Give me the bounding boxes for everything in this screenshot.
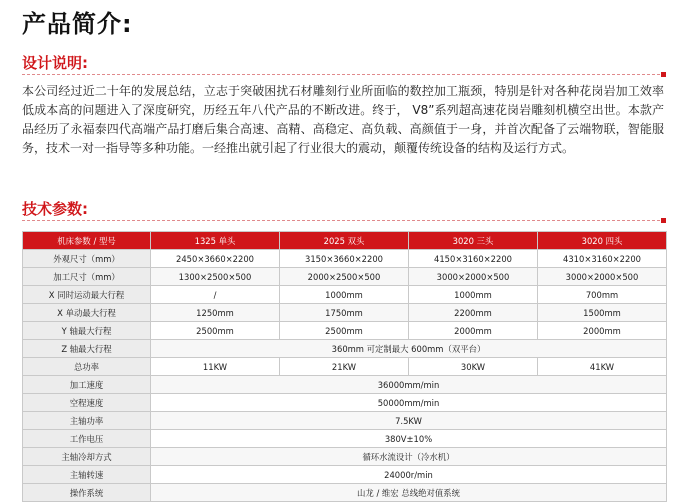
table-cell: 2200mm: [409, 304, 538, 322]
table-cell-merged: 360mm 可定制最大 600mm（双平台）: [151, 340, 667, 358]
table-cell-merged: 山龙 / 维宏 总线绝对值系统: [151, 484, 667, 502]
row-label: 工作电压: [23, 430, 151, 448]
row-label: 加工速度: [23, 376, 151, 394]
table-row: [23, 250, 667, 268]
table-cell: 1000mm: [409, 286, 538, 304]
header-cell-model-3020-4: 3020 四头: [538, 232, 667, 250]
table-cell: 700mm: [538, 286, 667, 304]
table-row: [23, 448, 667, 466]
row-label: 主轴功率: [23, 412, 151, 430]
spec-table-header-row: [23, 232, 667, 250]
row-label: Y 轴最大行程: [23, 322, 151, 340]
row-label: 空程速度: [23, 394, 151, 412]
table-cell: 2000mm: [538, 322, 667, 340]
table-row: [23, 286, 667, 304]
table-cell-merged: 24000r/min: [151, 466, 667, 484]
table-row: [23, 394, 667, 412]
table-cell-merged: 循环水流设计（冷水机）: [151, 448, 667, 466]
table-cell: 1750mm: [280, 304, 409, 322]
table-cell: /: [151, 286, 280, 304]
header-cell-param: 机床参数 / 型号: [23, 232, 151, 250]
table-cell: 2000mm: [409, 322, 538, 340]
table-cell: 3150×3660×2200: [280, 250, 409, 268]
tech-heading: 技术参数:: [22, 200, 88, 218]
row-label: 加工尺寸（mm）: [23, 268, 151, 286]
table-cell: 11KW: [151, 358, 280, 376]
table-row: [23, 358, 667, 376]
table-row: [23, 484, 667, 502]
table-row: [23, 268, 667, 286]
row-label: X 单动最大行程: [23, 304, 151, 322]
table-row: [23, 340, 667, 358]
table-row: [23, 412, 667, 430]
table-cell: 1250mm: [151, 304, 280, 322]
design-description: 本公司经过近二十年的发展总结，立志于突破困扰石材雕刻行业所面临的数控加工瓶颈，特别是针对各种花岗岩加工效率低成本高的问题进入了深度研究，历经五年八代产品的不断改进。终于， V8”系列超高速花岗岩雕刻机横空出世。本款产品经历了永福泰四代高端产品打磨后集合高速、高精、高稳定、高负载、高颜值于一身，并首次配备了云端物联，智能服务，技术一对一指导等多种功能。一经推出就引起了行业很大的震动，颠覆传统设备的结构及运行方式。: [22, 84, 664, 155]
table-cell: 1500mm: [538, 304, 667, 322]
header-cell-model-2025: 2025 双头: [280, 232, 409, 250]
table-cell-merged: 380V±10%: [151, 430, 667, 448]
header-cell-model-1325: 1325 单头: [151, 232, 280, 250]
table-row: [23, 466, 667, 484]
design-divider: [22, 74, 665, 76]
spec-table: [22, 231, 667, 502]
table-cell: 1000mm: [280, 286, 409, 304]
row-label: 总功率: [23, 358, 151, 376]
row-label: Z 轴最大行程: [23, 340, 151, 358]
tech-divider: [22, 220, 665, 222]
table-cell-merged: 50000mm/min: [151, 394, 667, 412]
table-row: [23, 430, 667, 448]
table-cell-merged: 36000mm/min: [151, 376, 667, 394]
table-row: [23, 304, 667, 322]
table-cell: 2500mm: [280, 322, 409, 340]
table-cell: 21KW: [280, 358, 409, 376]
table-cell: 4150×3160×2200: [409, 250, 538, 268]
header-cell-model-3020-3: 3020 三头: [409, 232, 538, 250]
row-label: 主轴转速: [23, 466, 151, 484]
table-cell: 3000×2000×500: [538, 268, 667, 286]
row-label: 外观尺寸（mm）: [23, 250, 151, 268]
table-cell: 1300×2500×500: [151, 268, 280, 286]
table-cell: 4310×3160×2200: [538, 250, 667, 268]
table-row: [23, 322, 667, 340]
table-cell: 41KW: [538, 358, 667, 376]
table-cell: 2500mm: [151, 322, 280, 340]
row-label: X 同时运动最大行程: [23, 286, 151, 304]
page-title: 产品简介:: [22, 10, 133, 38]
row-label: 操作系统: [23, 484, 151, 502]
row-label: 主轴冷却方式: [23, 448, 151, 466]
design-heading: 设计说明:: [22, 54, 88, 72]
table-cell: 2450×3660×2200: [151, 250, 280, 268]
table-cell: 3000×2000×500: [409, 268, 538, 286]
table-cell: 30KW: [409, 358, 538, 376]
table-row: [23, 376, 667, 394]
table-cell-merged: 7.5KW: [151, 412, 667, 430]
table-cell: 2000×2500×500: [280, 268, 409, 286]
